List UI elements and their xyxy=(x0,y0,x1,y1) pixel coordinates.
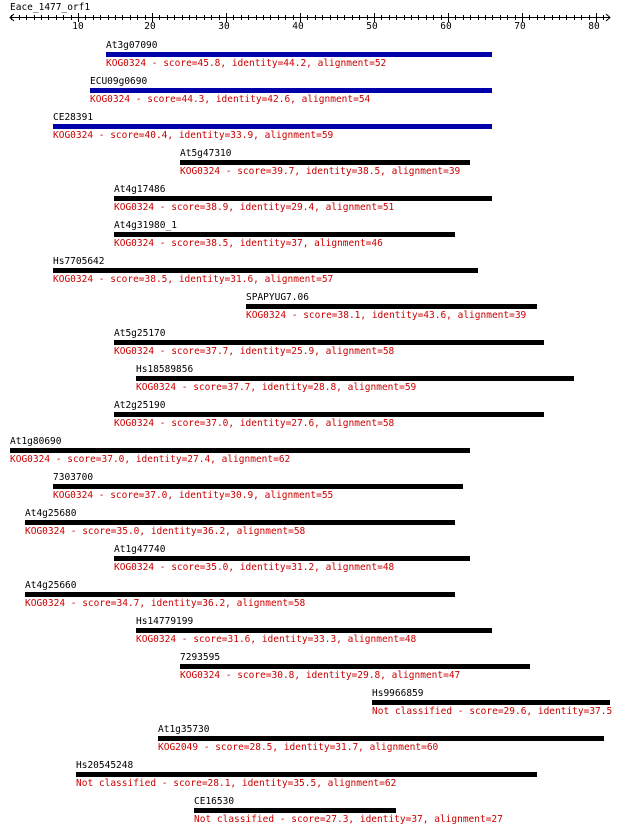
hit-name: At1g80690 xyxy=(10,436,62,447)
hit-name: At4g17486 xyxy=(114,184,166,195)
tick-label-80: 80 xyxy=(588,21,600,32)
hit-bar xyxy=(53,124,492,129)
tick-label-10: 10 xyxy=(72,21,84,32)
hit-description: KOG0324 - score=44.3, identity=42.6, alignment=54 xyxy=(90,94,371,105)
hit-bar xyxy=(246,304,537,309)
hit-bar xyxy=(25,520,455,525)
hit-description: Not classified - score=28.1, identity=35.5, alignment=62 xyxy=(76,778,397,789)
hit-row xyxy=(114,328,544,357)
hit-name: Hs18589856 xyxy=(136,364,194,375)
hit-row xyxy=(53,112,492,141)
hit-bar xyxy=(194,808,396,813)
hit-bar xyxy=(136,376,574,381)
hit-bar xyxy=(53,268,478,273)
hit-name: Hs20545248 xyxy=(76,760,134,771)
hit-description: Not classified - score=27.3, identity=37, alignment=27 xyxy=(194,814,503,825)
hit-description: KOG0324 - score=37.7, identity=25.9, alignment=58 xyxy=(114,346,395,357)
hit-description: KOG0324 - score=37.7, identity=28.8, alignment=59 xyxy=(136,382,417,393)
hit-name: At3g07090 xyxy=(106,40,158,51)
hit-row xyxy=(372,688,612,717)
hit-name: At4g25680 xyxy=(25,508,77,519)
tick-label-50: 50 xyxy=(366,21,378,32)
hit-name: Hs7705642 xyxy=(53,256,105,267)
hit-bar xyxy=(76,772,537,777)
hit-row xyxy=(158,724,604,753)
hit-row xyxy=(25,580,455,609)
tick-label-60: 60 xyxy=(440,21,452,32)
hit-description: KOG2049 - score=28.5, identity=31.7, alignment=60 xyxy=(158,742,439,753)
hit-name: 7293595 xyxy=(180,652,221,663)
hit-bar xyxy=(114,340,544,345)
hit-name: At1g35730 xyxy=(158,724,210,735)
hit-row xyxy=(106,40,492,69)
hit-bar xyxy=(136,628,492,633)
tick-label-20: 20 xyxy=(144,21,156,32)
hit-row xyxy=(136,616,492,645)
hit-name: At5g47310 xyxy=(180,148,232,159)
hit-row xyxy=(90,76,492,105)
hit-description: KOG0324 - score=37.0, identity=27.4, alignment=62 xyxy=(10,454,291,465)
query-title: Eace_1477_orf1 xyxy=(10,2,91,13)
hit-name: At4g25660 xyxy=(25,580,77,591)
hit-row xyxy=(180,652,530,681)
hit-description: KOG0324 - score=37.0, identity=30.9, alignment=55 xyxy=(53,490,334,501)
hit-description: KOG0324 - score=38.5, identity=37, alignment=46 xyxy=(114,238,383,249)
hit-bar xyxy=(114,232,455,237)
hit-name: ECU09g0690 xyxy=(90,76,148,87)
hit-description: KOG0324 - score=31.6, identity=33.3, alignment=48 xyxy=(136,634,417,645)
hit-row xyxy=(114,184,492,213)
hit-name: CE16530 xyxy=(194,796,235,807)
hit-bar xyxy=(25,592,455,597)
hit-row xyxy=(53,256,478,285)
hit-row xyxy=(114,544,470,573)
hit-description: KOG0324 - score=37.0, identity=27.6, alignment=58 xyxy=(114,418,395,429)
hit-description: KOG0324 - score=40.4, identity=33.9, alignment=59 xyxy=(53,130,334,141)
hit-description: KOG0324 - score=38.9, identity=29.4, alignment=51 xyxy=(114,202,395,213)
hit-name: At1g47740 xyxy=(114,544,166,555)
hit-bar xyxy=(10,448,470,453)
hit-bar xyxy=(114,556,470,561)
hit-row xyxy=(246,292,537,321)
hit-name: At4g31980_1 xyxy=(114,220,177,231)
hit-description: KOG0324 - score=39.7, identity=38.5, alignment=39 xyxy=(180,166,461,177)
hit-bar xyxy=(180,160,470,165)
hit-name: Hs14779199 xyxy=(136,616,194,627)
hit-description: Not classified - score=29.6, identity=37.5 xyxy=(372,706,613,717)
hit-name: At5g25170 xyxy=(114,328,166,339)
hit-name: CE28391 xyxy=(53,112,94,123)
hit-row xyxy=(53,472,463,501)
hit-row xyxy=(76,760,537,789)
hit-bar xyxy=(372,700,610,705)
hit-row xyxy=(136,364,574,393)
hit-row xyxy=(10,436,470,465)
hit-name: At2g25190 xyxy=(114,400,166,411)
hit-row xyxy=(114,220,455,249)
hit-bar xyxy=(106,52,492,57)
hit-row xyxy=(180,148,470,177)
hit-bar xyxy=(53,484,463,489)
tick-label-70: 70 xyxy=(514,21,526,32)
hit-bar xyxy=(180,664,530,669)
hit-description: KOG0324 - score=38.5, identity=31.6, alignment=57 xyxy=(53,274,334,285)
hit-row xyxy=(194,796,503,825)
hit-bar xyxy=(114,412,544,417)
hit-description: KOG0324 - score=35.0, identity=36.2, alignment=58 xyxy=(25,526,306,537)
tick-label-40: 40 xyxy=(292,21,304,32)
tick-label-30: 30 xyxy=(218,21,230,32)
hit-description: KOG0324 - score=38.1, identity=43.6, alignment=39 xyxy=(246,310,527,321)
hit-bar xyxy=(114,196,492,201)
hit-description: KOG0324 - score=45.8, identity=44.2, alignment=52 xyxy=(106,58,387,69)
hit-name: Hs9966859 xyxy=(372,688,424,699)
hit-description: KOG0324 - score=35.0, identity=31.2, alignment=48 xyxy=(114,562,395,573)
hit-name: SPAPYUG7.06 xyxy=(246,292,309,303)
hit-description: KOG0324 - score=34.7, identity=36.2, alignment=58 xyxy=(25,598,306,609)
hit-row xyxy=(25,508,455,537)
ruler xyxy=(10,13,610,32)
hit-bar xyxy=(158,736,604,741)
hit-bar xyxy=(90,88,492,93)
hit-description: KOG0324 - score=30.8, identity=29.8, alignment=47 xyxy=(180,670,461,681)
hit-row xyxy=(114,400,544,429)
hit-name: 7303700 xyxy=(53,472,94,483)
